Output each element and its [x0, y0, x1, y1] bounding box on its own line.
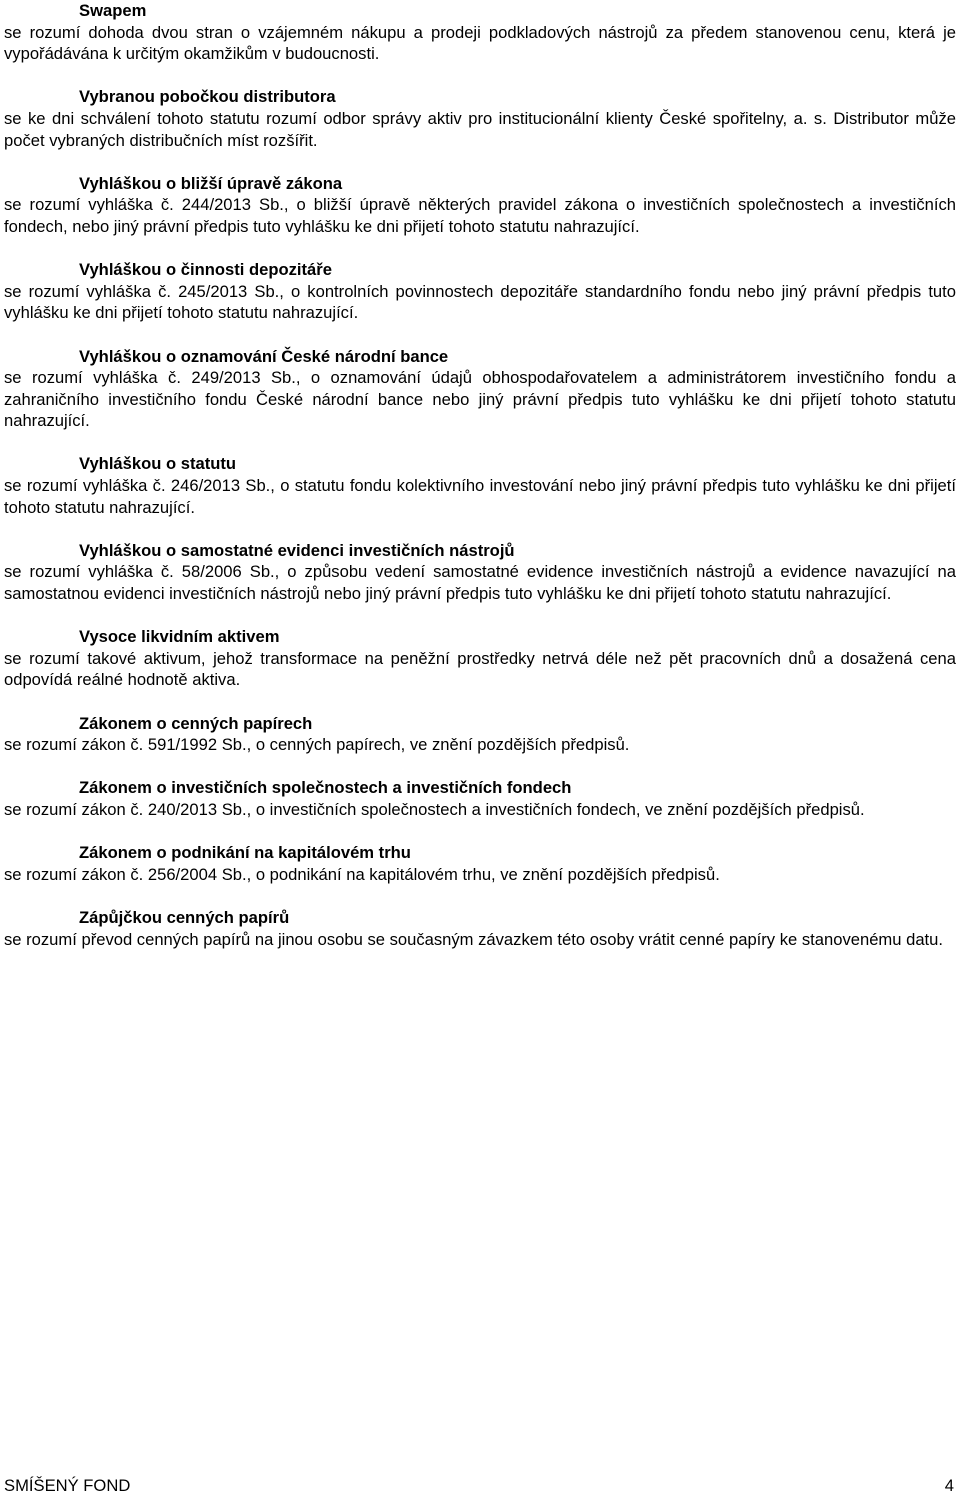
definition-text: se ke dni schválení tohoto statutu rozumí odbor správy aktiv pro institucionální klienty České spořitelny, a. s. Distributor může počet vybraných distribučních míst rozšířit.: [4, 108, 956, 150]
definition-entry: [4, 626, 956, 691]
page-footer: [4, 1476, 954, 1496]
definition-text: se rozumí vyhláška č. 58/2006 Sb., o způsobu vedení samostatné evidence investičních nástrojů a evidence navazující na samostatnou evidenci investičních nástrojů nebo jiný právní předpis tuto vyhlášku ke dni přijetí tohoto statutu nahrazující.: [4, 562, 956, 604]
definition-term: Vysoce likvidním aktivem: [79, 627, 280, 647]
definition-term: Zákonem o cenných papírech: [79, 713, 313, 733]
definition-entry: [4, 453, 956, 518]
document-body: [4, 0, 956, 972]
footer-document-title: SMÍŠENÝ FOND: [4, 1476, 131, 1495]
definition-text: se rozumí vyhláška č. 246/2013 Sb., o statutu fondu kolektivního investování nebo jiný právní předpis tuto vyhlášku ke dni přijetí tohoto statutu nahrazující.: [4, 476, 956, 517]
definition-text: se rozumí převod cenných papírů na jinou osobu se současným závazkem této osoby vrátit cenné papíry ke stanovenému datu.: [4, 929, 943, 949]
definition-term: Vyhláškou o statutu: [79, 454, 237, 474]
definition-entry: [4, 713, 956, 756]
definition-entry: [4, 86, 956, 151]
definition-term: Vyhláškou o oznamování České národní bance: [79, 346, 449, 366]
definition-text: se rozumí vyhláška č. 249/2013 Sb., o oznamování údajů obhospodařovatelem a administrátorem investičního fondu a zahraničního investičního fondu České národní bance nebo jiný právní předpis tuto vyhlášku ke dni přijetí tohoto statutu nahrazující.: [4, 368, 956, 431]
definition-entry: [4, 0, 956, 65]
definition-term: Vybranou pobočkou distributora: [79, 87, 336, 107]
definition-term: Swapem: [79, 1, 147, 20]
definition-text: se rozumí zákon č. 240/2013 Sb., o investičních společnostech a investičních fondech, ve znění pozdějších předpisů.: [4, 799, 865, 819]
definition-term: Zákonem o investičních společnostech a investičních fondech: [79, 778, 572, 798]
definition-entry: [4, 842, 956, 885]
definition-text: se rozumí zákon č. 256/2004 Sb., o podnikání na kapitálovém trhu, ve znění pozdějších předpisů.: [4, 864, 720, 884]
page-number: 4: [944, 1476, 954, 1495]
definition-term: Zápůjčkou cenných papírů: [79, 907, 290, 927]
definition-entry: [4, 540, 956, 605]
definition-entry: [4, 907, 956, 950]
definition-term: Vyhláškou o činnosti depozitáře: [79, 260, 332, 280]
definition-term: Vyhláškou o samostatné evidenci investičních nástrojů: [79, 540, 515, 560]
definition-text: se rozumí zákon č. 591/1992 Sb., o cenných papírech, ve znění pozdějších předpisů.: [4, 735, 630, 755]
definition-text: se rozumí dohoda dvou stran o vzájemném nákupu a prodeji podkladových nástrojů za předem stanovenou cenu, která je vypořádávána k určitým okamžikům v budoucnosti.: [4, 22, 956, 64]
definition-term: Vyhláškou o bližší úpravě zákona: [79, 173, 343, 193]
definition-entry: [4, 777, 956, 820]
definition-term: Zákonem o podnikání na kapitálovém trhu: [79, 843, 411, 863]
definition-entry: [4, 346, 956, 432]
definition-text: se rozumí vyhláška č. 245/2013 Sb., o kontrolních povinnostech depozitáře standardního fondu nebo jiný právní předpis tuto vyhlášku ke dni přijetí tohoto statutu nahrazující.: [4, 281, 956, 323]
definition-entry: [4, 259, 956, 324]
definition-text: se rozumí vyhláška č. 244/2013 Sb., o bližší úpravě některých pravidel zákona o investičních společnostech a investičních fondech, nebo jiný právní předpis tuto vyhlášku ke dni přijetí tohoto statutu nahrazující.: [4, 195, 956, 236]
definition-entry: [4, 173, 956, 238]
definition-text: se rozumí takové aktivum, jehož transformace na peněžní prostředky netrvá déle než pět pracovních dnů a dosažená cena odpovídá reálné hodnotě aktiva.: [4, 648, 956, 690]
